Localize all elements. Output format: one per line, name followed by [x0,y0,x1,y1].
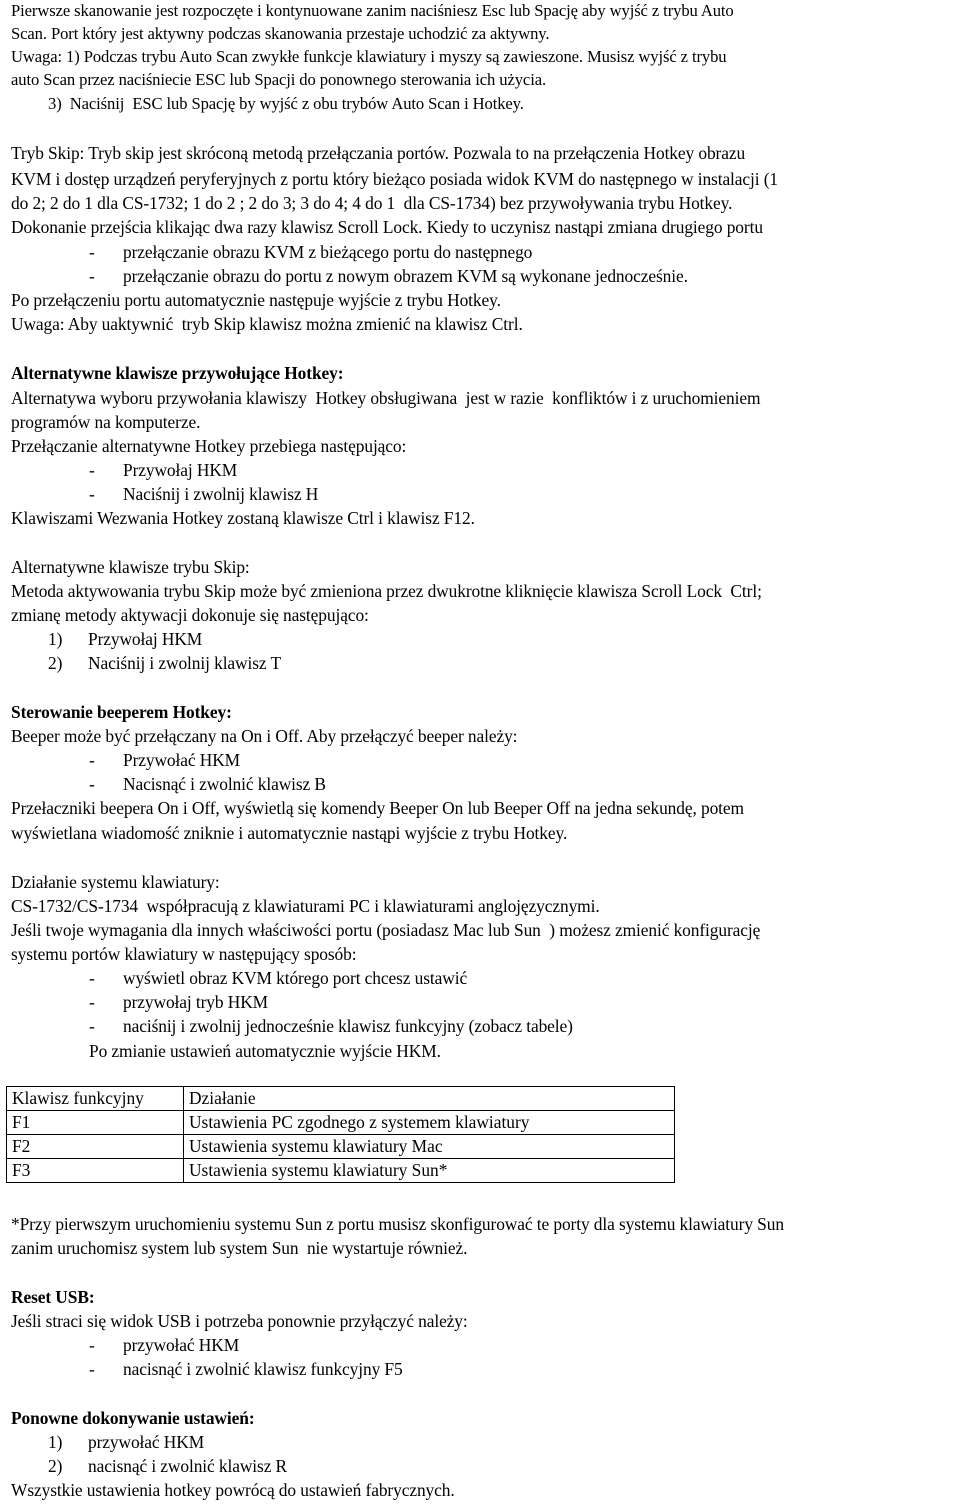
table-header-cell: Działanie [184,1087,675,1111]
intro-line-1: Pierwsze skanowanie jest rozpoczęte i kontynuowane zanim naciśniesz Esc lub Spację aby wyjść z trybu Auto [11,1,734,20]
beeper-line-1: Beeper może być przełączany na On i Off. Aby przełączyć beeper należy: [11,726,518,746]
table-cell: Ustawienia systemu klawiatury Mac [184,1135,675,1159]
alt-skip-heading: Alternatywne klawisze trybu Skip: [11,557,250,577]
beeper-heading: Sterowanie beeperem Hotkey: [11,702,232,722]
bullet-dash: - [89,968,95,988]
table-header-row [7,1087,675,1111]
beeper-line-2: Przełaczniki beepera On i Off, wyświetlą się komendy Beeper On lub Beeper Off na jedna sekundę, potem [11,798,744,818]
alt-hotkey-bullet-1: Przywołaj HKM [123,460,238,480]
list-number: 2) [48,653,63,673]
table-cell: F1 [7,1111,184,1135]
table-row [7,1159,675,1183]
alt-hotkey-bullet-2: Naciśnij i zwolnij klawisz H [123,484,319,504]
keyboard-heading: Działanie systemu klawiatury: [11,872,220,892]
bullet-dash: - [89,774,95,794]
skip-line-2: KVM i dostęp urządzeń peryferyjnych z portu który bieżąco posiada widok KVM do następnego w instalacji (1 [11,169,779,189]
skip-bullet-2: przełączanie obrazu do portu z nowym obrazem KVM są wykonane jednocześnie. [123,266,688,286]
keyboard-line-4: Po zmianie ustawień automatycznie wyjście HKM. [89,1041,441,1061]
alt-skip-line-2: zmianę metody aktywacji dokonuje się następująco: [11,605,369,625]
intro-note-line-2: auto Scan przez naciśniecie ESC lub Spacji do ponownego sterowania ich użycia. [11,70,547,89]
reset-heading: Ponowne dokonywanie ustawień: [11,1408,255,1428]
table-cell: Ustawienia PC zgodnego z systemem klawiatury [184,1111,675,1135]
intro-note-line-1: Uwaga: 1) Podczas trybu Auto Scan zwykłe funkcje klawiatury i myszy są zawieszone. Musisz wyjść z trybu [11,47,727,66]
keyboard-bullet-2: przywołaj tryb HKM [123,992,269,1012]
footnote-line-2: zanim uruchomisz system lub system Sun nie wystartuje również. [11,1238,468,1258]
bullet-dash: - [89,750,95,770]
list-number: 1) [48,1432,63,1452]
list-number: 2) [48,1456,63,1476]
alt-hotkey-line-3: Przełączanie alternatywne Hotkey przebiega następująco: [11,436,407,456]
skip-line-6: Uwaga: Aby uaktywnić tryb Skip klawisz można zmienić na klawisz Ctrl. [11,314,523,334]
alt-hotkey-line-2: programów na komputerze. [11,412,201,432]
alt-skip-item-2: Naciśnij i zwolnij klawisz T [88,653,281,673]
keyboard-bullet-1: wyświetl obraz KVM którego port chcesz ustawić [123,968,468,988]
usb-bullet-2: nacisnąć i zwolnić klawisz funkcyjny F5 [123,1359,403,1379]
footnote-line-1: *Przy pierwszym uruchomieniu systemu Sun z portu musisz skonfigurować te porty dla systemu klawiatury Sun [11,1214,784,1234]
bullet-dash: - [89,484,95,504]
intro-line-2: Scan. Port który jest aktywny podczas skanowania przestaje uchodzić za aktywny. [11,24,550,43]
table-cell: F2 [7,1135,184,1159]
table-row [7,1111,675,1135]
bullet-dash: - [89,266,95,286]
intro-note-item-3: 3) Naciśnij ESC lub Spację by wyjść z obu trybów Auto Scan i Hotkey. [48,94,524,113]
bullet-dash: - [89,1359,95,1379]
usb-bullet-1: przywołać HKM [123,1335,240,1355]
bullet-dash: - [89,460,95,480]
keyboard-line-3: systemu portów klawiatury w następujący sposób: [11,944,357,964]
table-header-cell: Klawisz funkcyjny [7,1087,184,1111]
alt-skip-item-1: Przywołaj HKM [88,629,203,649]
alt-hotkey-line-1: Alternatywa wyboru przywołania klawiszy Hotkey obsługiwana jest w razie konfliktów i z uruchomieniem [11,388,761,408]
skip-line-5: Po przełączeniu portu automatycznie następuje wyjście z trybu Hotkey. [11,290,501,310]
alt-skip-line-1: Metoda aktywowania trybu Skip może być zmieniona przez dwukrotne kliknięcie klawisza Scroll Lock Ctrl; [11,581,762,601]
skip-line-1: Tryb Skip: Tryb skip jest skróconą metodą przełączania portów. Pozwala to na przełączenia Hotkey obrazu [11,143,746,163]
function-key-table [6,1086,675,1183]
skip-line-4: Dokonanie przejścia klikając dwa razy klawisz Scroll Lock. Kiedy to uczynisz nastąpi zmiana drugiego portu [11,217,763,237]
beeper-bullet-2: Nacisnąć i zwolnić klawisz B [123,774,326,794]
reset-item-2: nacisnąć i zwolnić klawisz R [88,1456,288,1476]
beeper-bullet-1: Przywołać HKM [123,750,241,770]
reset-item-1: przywołać HKM [88,1432,205,1452]
keyboard-line-1: CS-1732/CS-1734 współpracują z klawiaturami PC i klawiaturami anglojęzycznymi. [11,896,600,916]
bullet-dash: - [89,242,95,262]
beeper-line-3: wyświetlana wiadomość zniknie i automatycznie nastąpi wyjście z trybu Hotkey. [11,823,568,843]
bullet-dash: - [89,992,95,1012]
table-cell: F3 [7,1159,184,1183]
skip-bullet-1: przełączanie obrazu KVM z bieżącego portu do następnego [123,242,533,262]
alt-hotkey-heading: Alternatywne klawisze przywołujące Hotkey: [11,363,344,383]
skip-line-3: do 2; 2 do 1 dla CS-1732; 1 do 2 ; 2 do 3; 3 do 4; 4 do 1 dla CS-1734) bez przywoływania trybu Hotkey. [11,193,733,213]
list-number: 1) [48,629,63,649]
bullet-dash: - [89,1335,95,1355]
usb-line-1: Jeśli straci się widok USB i potrzeba ponownie przyłączyć należy: [11,1311,468,1331]
bullet-dash: - [89,1016,95,1036]
alt-hotkey-line-4: Klawiszami Wezwania Hotkey zostaną klawisze Ctrl i klawisz F12. [11,508,475,528]
reset-line-1: Wszystkie ustawienia hotkey powrócą do ustawień fabrycznych. [11,1480,455,1500]
keyboard-line-2: Jeśli twoje wymagania dla innych właściwości portu (posiadasz Mac lub Sun ) możesz zmienić konfigurację [11,920,761,940]
usb-heading: Reset USB: [11,1287,95,1307]
table-row [7,1135,675,1159]
keyboard-bullet-3: naciśnij i zwolnij jednocześnie klawisz funkcyjny (zobacz tabele) [123,1016,573,1036]
table-cell: Ustawienia systemu klawiatury Sun* [184,1159,675,1183]
